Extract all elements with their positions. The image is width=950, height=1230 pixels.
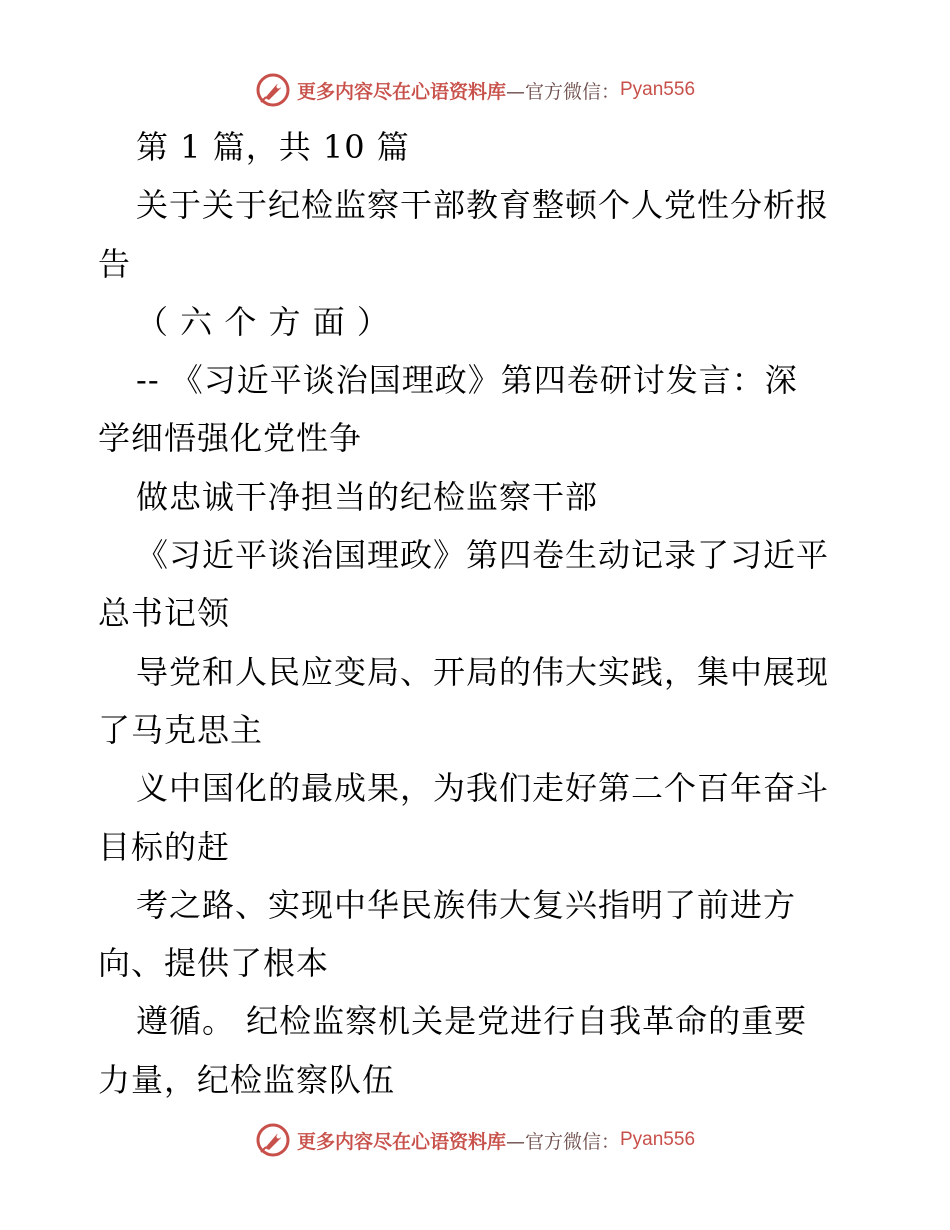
text-line: 力量，纪检监察队伍	[98, 1060, 396, 1099]
text-line: 总书记领	[98, 594, 231, 633]
document-body	[98, 118, 858, 1109]
text-line: 做忠诚干净担当的纪检监察干部	[136, 477, 599, 516]
text-line: 学细悟强化党性争	[98, 419, 363, 458]
pen-nib-logo-icon	[255, 72, 291, 108]
banner-wechat-label: —官方微信：	[505, 80, 620, 103]
banner-wechat-label: —官方微信：	[505, 1130, 620, 1153]
text-line: 《习近平谈治国理政》第四卷生动记录了习近平	[136, 536, 830, 575]
document-title-line-2: 告	[98, 244, 132, 283]
pen-nib-logo-icon	[255, 1122, 291, 1158]
text-line: 导党和人民应变局、开局的伟大实践，集中展现	[136, 652, 830, 691]
header-watermark-banner	[0, 70, 950, 110]
banner-wechat-id: Pyan556	[620, 79, 696, 100]
document-subtitle: （ 六 个 方 面 ）	[136, 302, 390, 341]
text-line: 了马克思主	[98, 710, 264, 749]
text-line: 目标的赶	[98, 827, 231, 866]
text-line: 义中国化的最成果，为我们走好第二个百年奋斗	[136, 769, 830, 808]
text-line: -- 《习近平谈治国理政》第四卷研讨发言：深	[136, 361, 798, 400]
text-line: 考之路、实现中华民族伟大复兴指明了前进方	[136, 885, 797, 924]
footer-watermark-banner	[0, 1120, 950, 1160]
text-line: 向、提供了根本	[98, 944, 330, 983]
text-line: 遵循。 纪检监察机关是党进行自我革命的重要	[136, 1002, 808, 1041]
page-count-line: 第 1 篇，共 10 篇	[136, 128, 410, 166]
banner-site-text: 更多内容尽在心语资料库	[296, 1130, 506, 1153]
document-title-line-1: 关于关于纪检监察干部教育整顿个人党性分析报	[136, 186, 830, 225]
banner-wechat-id: Pyan556	[620, 1129, 696, 1150]
banner-site-text: 更多内容尽在心语资料库	[296, 80, 506, 103]
